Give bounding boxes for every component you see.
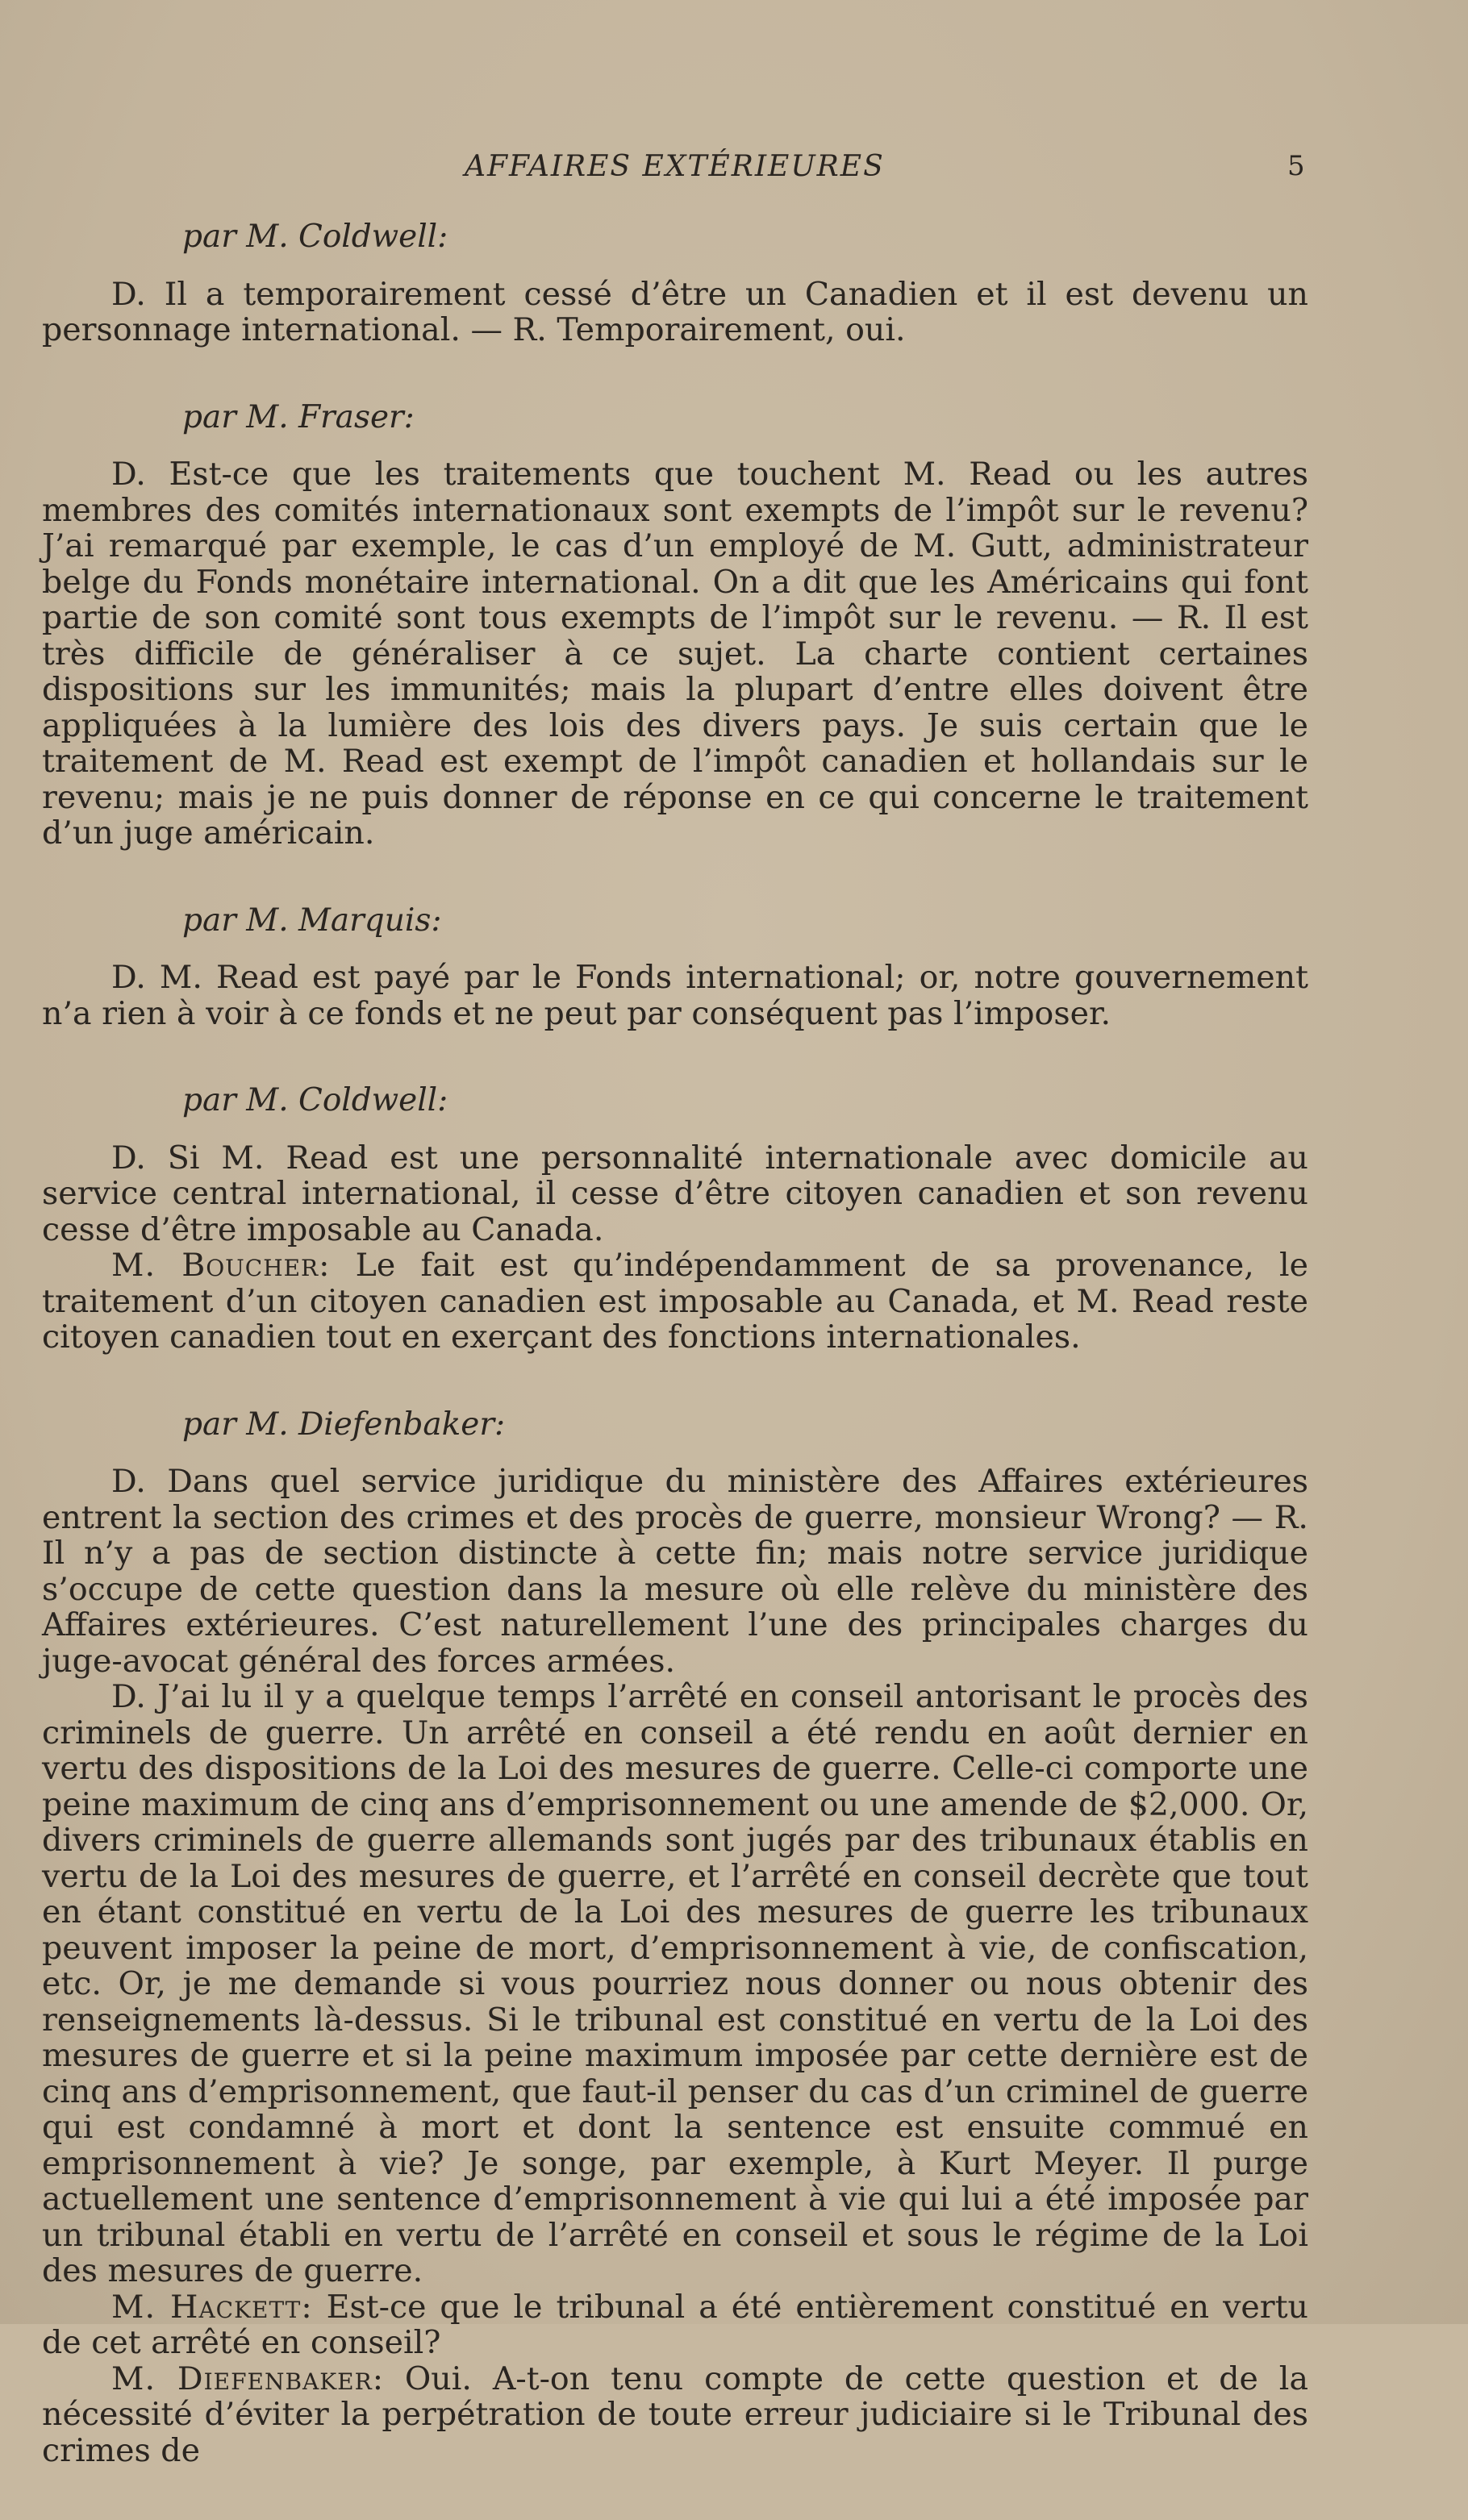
speaker-heading: par M. Diefenbaker: bbox=[182, 1406, 506, 1443]
interjection bbox=[42, 1248, 1308, 1356]
section-diefenbaker bbox=[42, 1407, 1308, 2469]
interjection-speaker: M. Hackett: bbox=[111, 2288, 313, 2326]
page-body bbox=[42, 219, 1308, 2520]
interjection-text: Le fait est qu’indépendamment de sa provenance, le traitement d’un citoyen canadien est imposable au Canada, et M. Read reste citoyen canadien tout en exerçant des fonctions internationales. bbox=[42, 1247, 1308, 1356]
interjection-text: Oui. A-t-on tenu compte de cette question et de la nécessité d’éviter la perpétration de toute erreur judiciaire si le Tribunal des crimes de bbox=[42, 2360, 1308, 2469]
interjection-speaker: M. Diefenbaker: bbox=[111, 2360, 384, 2397]
section-marquis bbox=[42, 903, 1308, 1032]
interjection bbox=[42, 2361, 1308, 2469]
interjection-text: Est-ce que le tribunal a été entièrement constitué en vertu de cet arrêté en conseil? bbox=[42, 2288, 1309, 2361]
speaker-heading: par M. Marquis: bbox=[182, 902, 442, 939]
paragraph: D. M. Read est payé par le Fonds international; or, notre gouvernement n’a rien à voir à ce fonds et ne peut par conséquent pas l’imposer. bbox=[42, 959, 1308, 1032]
speaker-heading: par M. Coldwell: bbox=[182, 219, 448, 255]
paragraph: D. J’ai lu il y a quelque temps l’arrêté en conseil antorisant le procès des criminels de guerre. Un arrêté en conseil a été rendu en août dernier en vertu des dispositions de la Loi des mesures de guerre. Celle-ci comporte une peine maximum de cinq ans d’emprisonnement ou une amende de $2,000. Or, divers criminels de guerre allemands sont jugés par des tribunaux établis en vertu de la Loi des mesures de guerre, et l’arrêté en conseil decrète que tout en étant constitué en vertu de la Loi des mesures de guerre les tribunaux peuvent imposer la peine de mort, d’emprisonnement à vie, de confiscation, etc. Or, je me demande si vous pourriez nous donner ou nous obtenir des renseignements là-dessus. Si le tribunal est constitué en vertu de la Loi des mesures de guerre et si la peine maximum imposée par cette dernière est de cinq ans d’emprisonnement, que faut-il penser du cas d’un criminel de guerre qui est condamné à mort et dont la sentence est ensuite commué en emprisonnement à vie? Je songe, par exemple, à Kurt Meyer. Il purge actuellement une sentence d’emprisonnement à vie qui lui a été imposée par un tribunal établi en vertu de l’arrêté en conseil et sous le régime de la Loi des mesures de guerre. bbox=[42, 1678, 1308, 2289]
section-coldwell-2 bbox=[42, 1083, 1308, 1356]
paragraph: D. Il a temporairement cessé d’être un Canadien et il est devenu un personnage international. — R. Temporairement, oui. bbox=[42, 275, 1308, 348]
page-number: 5 bbox=[1287, 150, 1305, 182]
paragraph: D. Dans quel service juridique du ministère des Affaires extérieures entrent la section des crimes et des procès de guerre, monsieur Wrong? — R. Il n’y a pas de section distincte à cette fin; mais notre service juridique s’occupe de cette question dans la mesure où elle relève du ministère des Affaires extérieures. C’est naturellement l’une des principales charges du juge-avocat général des forces armées. bbox=[42, 1463, 1308, 1680]
interjection-speaker: M. Boucher: bbox=[111, 1247, 331, 1284]
paragraph: D. Est-ce que les traitements que touchent M. Read ou les autres membres des comités internationaux sont exempts de l’impôt sur le revenu? J’ai remarqué par exemple, le cas d’un employé de M. Gutt, administrateur belge du Fonds monétaire international. On a dit que les Américains qui font partie de son comité sont tous exempts de l’impôt sur le revenu. — R. Il est très difficile de généraliser à ce sujet. La charte contient certaines dispositions sur les immunités; mais la plupart d’entre elles doivent être appliquées à la lumière des lois des divers pays. Je suis certain que le traitement de M. Read est exempt de l’impôt canadien et hollandais sur le revenu; mais je ne puis donner de réponse en ce qui concerne le traitement d’un juge américain. bbox=[42, 456, 1308, 852]
section-fraser bbox=[42, 400, 1308, 852]
speaker-heading: par M. Coldwell: bbox=[182, 1082, 448, 1118]
interjection bbox=[42, 2289, 1308, 2361]
page-header bbox=[0, 150, 1468, 190]
section-coldwell-1 bbox=[42, 219, 1308, 348]
running-title: AFFAIRES EXTÉRIEURES bbox=[465, 150, 885, 183]
speaker-heading: par M. Fraser: bbox=[182, 398, 415, 435]
paragraph: D. Si M. Read est une personnalité internationale avec domicile au service central international, il cesse d’être citoyen canadien et son revenu cesse d’être imposable au Canada. bbox=[42, 1139, 1308, 1248]
